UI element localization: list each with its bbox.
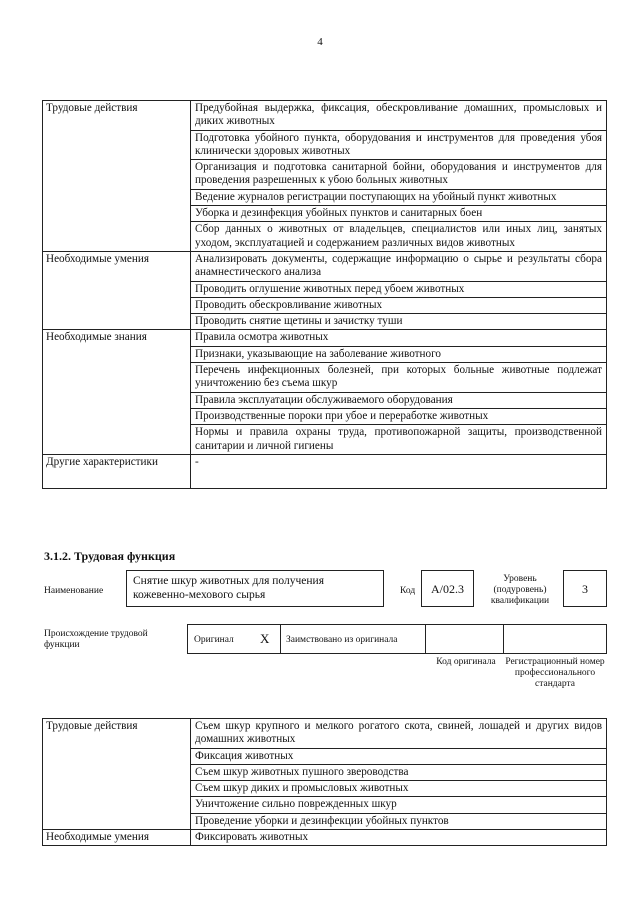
code-value: А/02.3 — [431, 582, 464, 596]
table-row — [43, 719, 607, 749]
list-item: Фиксировать животных — [191, 830, 607, 846]
code-value-box — [421, 570, 474, 607]
original-mark: X — [260, 631, 270, 646]
table-row — [43, 101, 607, 131]
list-item: Правила осмотра животных — [191, 330, 607, 346]
list-item: Организация и подготовка санитарной бойни, оборудования и инструментов для проведения разрешенных к убою больных животных — [191, 160, 607, 190]
borrowed-label: Заимствовано из оригинала — [286, 635, 398, 645]
list-item: Подготовка убойного пункта, оборудования и инструментов для проведения убоя клинически здоровых животных — [191, 130, 607, 160]
row-label-labor-actions: Трудовые действия — [43, 101, 191, 252]
origin-row — [187, 624, 607, 654]
list-item: Признаки, указывающие на заболевание животного — [191, 346, 607, 362]
list-item: Предубойная выдержка, фиксация, обескровливание домашних, промысловых и диких животных — [191, 101, 607, 131]
list-item: Съем шкур диких и промысловых животных — [191, 781, 607, 797]
table-row — [43, 830, 607, 846]
row-label-required-skills: Необходимые умения — [43, 830, 191, 846]
original-label: Оригинал — [194, 635, 234, 645]
list-item: Съем шкур животных пушного звероводства — [191, 764, 607, 780]
list-item: Перечень инфекционных болезней, при которых больные животные подлежат уничтожению без съема шкур — [191, 363, 607, 393]
labor-function-table-2 — [42, 718, 607, 846]
list-item: Уборка и дезинфекция убойных пунктов и санитарных боен — [191, 206, 607, 222]
divider — [425, 625, 426, 653]
level-label: Уровень (подуровень) квалификации — [490, 574, 550, 606]
level-value-box — [563, 570, 607, 607]
list-item: Производственные пороки при убое и переработке животных — [191, 408, 607, 424]
page-number: 4 — [317, 36, 323, 48]
list-item: Проводить оглушение животных перед убоем животных — [191, 281, 607, 297]
list-item: Нормы и правила охраны труда, противопожарной защиты, производственной санитарии и личной гигиены — [191, 425, 607, 455]
list-item: Съем шкур крупного и мелкого рогатого скота, свиней, лошадей и других видов домашних животных — [191, 719, 607, 749]
name-label: Наименование — [44, 586, 104, 596]
code-original-caption: Код оригинала — [436, 657, 496, 667]
reg-number-caption: Регистрационный номер профессионального стандарта — [505, 657, 605, 689]
list-item: Уничтожение сильно поврежденных шкур — [191, 797, 607, 813]
list-item: Ведение журналов регистрации поступающих на убойный пункт животных — [191, 189, 607, 205]
section-title: 3.1.2. Трудовая функция — [44, 549, 176, 563]
list-item: Проведение уборки и дезинфекции убойных пунктов — [191, 813, 607, 829]
list-item: Проводить обескровливание животных — [191, 297, 607, 313]
row-label-labor-actions: Трудовые действия — [43, 719, 191, 830]
function-name-box — [126, 570, 384, 607]
table-row — [43, 251, 607, 281]
list-item: Фиксация животных — [191, 748, 607, 764]
divider — [280, 625, 281, 653]
divider — [503, 625, 504, 653]
list-item: Анализировать документы, содержащие информацию о сырье и результаты сбора анамнестического анализа — [191, 251, 607, 281]
origin-label: Происхождение трудовой функции — [44, 629, 148, 650]
labor-function-table-1 — [42, 100, 607, 489]
table-row — [43, 330, 607, 346]
list-item: Правила эксплуатации обслуживаемого оборудования — [191, 392, 607, 408]
function-name-value: Снятие шкур животных для получения кожевенно-мехового сырья — [133, 575, 324, 601]
list-item: Проводить снятие щетины и зачистку туши — [191, 314, 607, 330]
list-item: - — [191, 454, 607, 488]
level-value: 3 — [582, 582, 588, 596]
table-row — [43, 454, 607, 488]
row-label-required-skills: Необходимые умения — [43, 251, 191, 329]
row-label-required-knowledge: Необходимые знания — [43, 330, 191, 454]
row-label-other-characteristics: Другие характеристики — [43, 454, 191, 488]
code-label: Код — [400, 586, 416, 596]
list-item: Сбор данных о животных от владельцев, специалистов или иных лиц, занятых уходом, эксплуатацией и содержанием различных видов животных — [191, 222, 607, 252]
